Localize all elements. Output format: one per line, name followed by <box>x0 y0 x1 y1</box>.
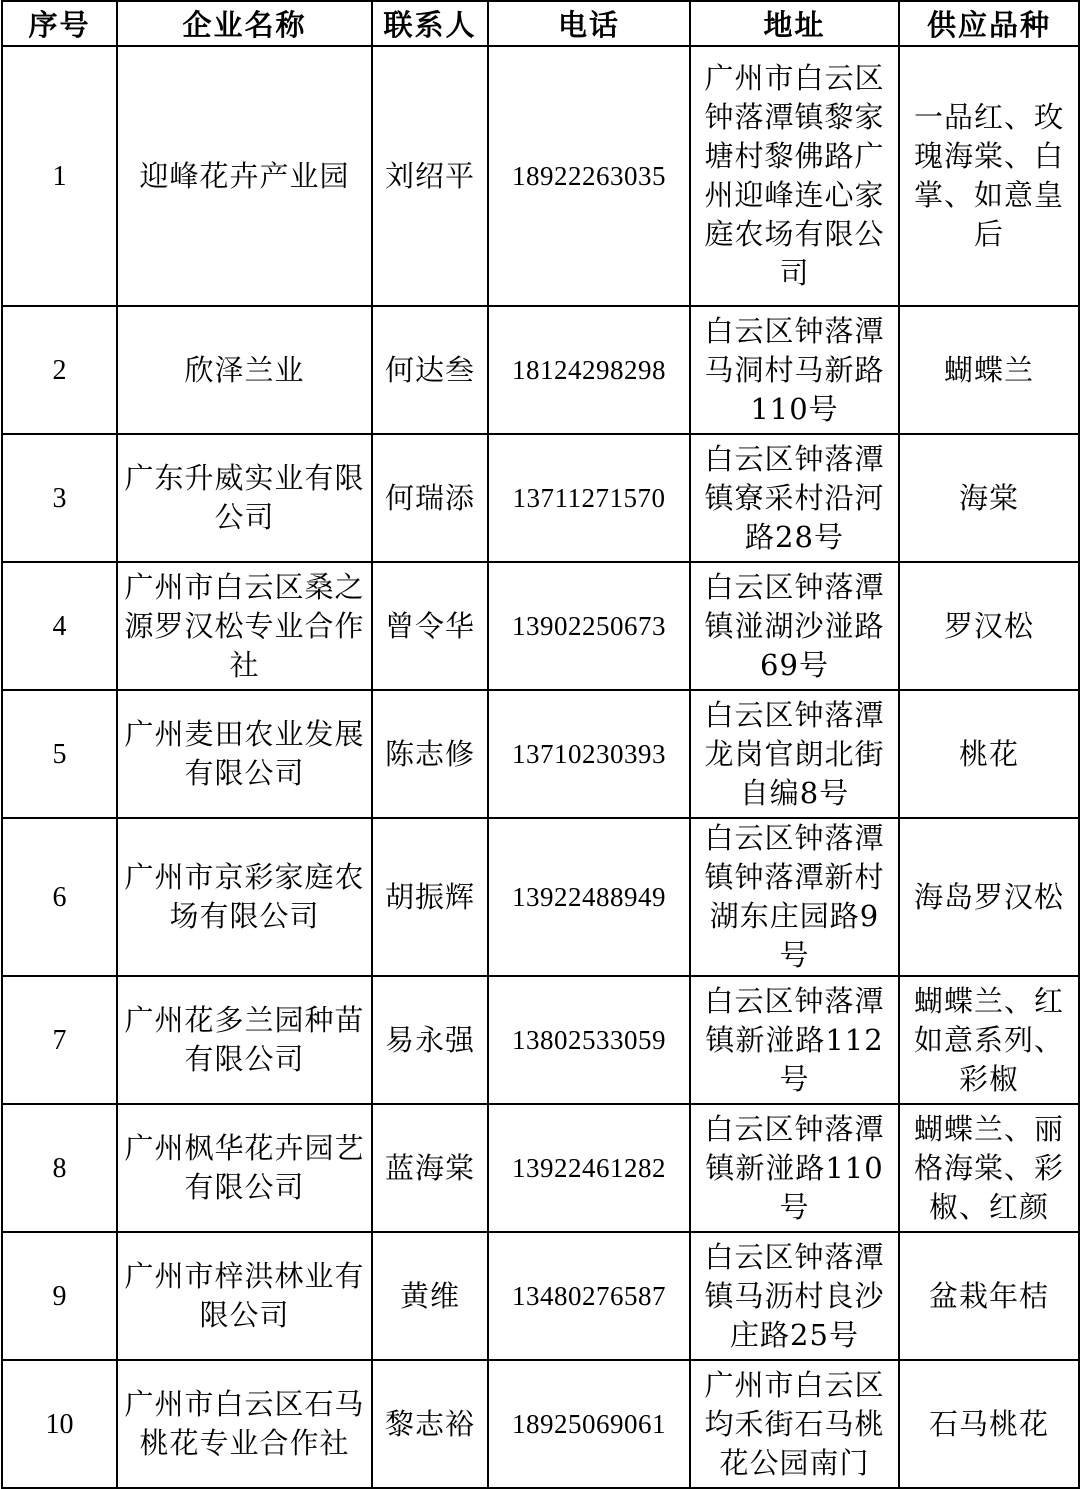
cell-phone: 18925069061 <box>488 1360 690 1488</box>
cell-no: 10 <box>2 1360 117 1488</box>
cell-address: 广州市白云区均禾街石马桃花公园南门 <box>690 1360 899 1488</box>
cell-address: 白云区钟落潭镇湴湖沙湴路69号 <box>690 562 899 690</box>
table-row <box>2 46 1079 306</box>
cell-variety: 一品红、玫瑰海棠、白掌、如意皇后 <box>899 46 1079 306</box>
cell-contact: 蓝海棠 <box>372 1104 488 1232</box>
cell-variety: 海棠 <box>899 434 1079 562</box>
cell-phone: 13922461282 <box>488 1104 690 1232</box>
table-row <box>2 976 1079 1104</box>
cell-address: 白云区钟落潭镇新湴路112号 <box>690 976 899 1104</box>
cell-company: 欣泽兰业 <box>117 306 372 434</box>
cell-company: 广州市白云区石马桃花专业合作社 <box>117 1360 372 1488</box>
cell-no: 4 <box>2 562 117 690</box>
cell-company: 广州枫华花卉园艺有限公司 <box>117 1104 372 1232</box>
cell-address: 白云区钟落潭马洞村马新路110号 <box>690 306 899 434</box>
cell-no: 3 <box>2 434 117 562</box>
cell-no: 5 <box>2 690 117 818</box>
cell-contact: 何瑞添 <box>372 434 488 562</box>
table-row <box>2 818 1079 976</box>
cell-variety: 罗汉松 <box>899 562 1079 690</box>
cell-no: 2 <box>2 306 117 434</box>
cell-contact: 刘绍平 <box>372 46 488 306</box>
table-row <box>2 434 1079 562</box>
cell-contact: 黄维 <box>372 1232 488 1360</box>
cell-variety: 石马桃花 <box>899 1360 1079 1488</box>
cell-address: 白云区钟落潭镇寮采村沿河路28号 <box>690 434 899 562</box>
table-row <box>2 562 1079 690</box>
cell-contact: 陈志修 <box>372 690 488 818</box>
cell-no: 7 <box>2 976 117 1104</box>
cell-no: 6 <box>2 818 117 976</box>
table-row <box>2 1360 1079 1488</box>
header-address: 地址 <box>690 1 899 46</box>
cell-company: 迎峰花卉产业园 <box>117 46 372 306</box>
cell-variety: 盆栽年桔 <box>899 1232 1079 1360</box>
cell-company: 广州麦田农业发展有限公司 <box>117 690 372 818</box>
cell-phone: 13710230393 <box>488 690 690 818</box>
cell-address: 白云区钟落潭龙岗官朗北街自编8号 <box>690 690 899 818</box>
table-row <box>2 1232 1079 1360</box>
cell-phone: 18922263035 <box>488 46 690 306</box>
cell-phone: 18124298298 <box>488 306 690 434</box>
cell-company: 广州市梓洪林业有限公司 <box>117 1232 372 1360</box>
cell-variety: 蝴蝶兰、红如意系列、彩椒 <box>899 976 1079 1104</box>
header-phone: 电话 <box>488 1 690 46</box>
header-no: 序号 <box>2 1 117 46</box>
cell-variety: 蝴蝶兰、丽格海棠、彩椒、红颜 <box>899 1104 1079 1232</box>
cell-address: 白云区钟落潭镇马沥村良沙庄路25号 <box>690 1232 899 1360</box>
cell-phone: 13802533059 <box>488 976 690 1104</box>
cell-company: 广东升威实业有限公司 <box>117 434 372 562</box>
cell-phone: 13922488949 <box>488 818 690 976</box>
cell-company: 广州市白云区桑之源罗汉松专业合作社 <box>117 562 372 690</box>
header-company: 企业名称 <box>117 1 372 46</box>
cell-address: 白云区钟落潭镇钟落潭新村湖东庄园路9号 <box>690 818 899 976</box>
cell-company: 广州市京彩家庭农场有限公司 <box>117 818 372 976</box>
cell-phone: 13480276587 <box>488 1232 690 1360</box>
cell-no: 8 <box>2 1104 117 1232</box>
cell-contact: 胡振辉 <box>372 818 488 976</box>
cell-company: 广州花多兰园种苗有限公司 <box>117 976 372 1104</box>
cell-contact: 曾令华 <box>372 562 488 690</box>
cell-contact: 何达叁 <box>372 306 488 434</box>
table-header-row <box>2 1 1079 46</box>
cell-contact: 黎志裕 <box>372 1360 488 1488</box>
cell-variety: 海岛罗汉松 <box>899 818 1079 976</box>
cell-no: 1 <box>2 46 117 306</box>
table-row <box>2 1104 1079 1232</box>
cell-no: 9 <box>2 1232 117 1360</box>
header-variety: 供应品种 <box>899 1 1079 46</box>
cell-phone: 13902250673 <box>488 562 690 690</box>
cell-address: 白云区钟落潭镇新湴路110号 <box>690 1104 899 1232</box>
cell-address: 广州市白云区钟落潭镇黎家塘村黎佛路广州迎峰连心家庭农场有限公司 <box>690 46 899 306</box>
cell-phone: 13711271570 <box>488 434 690 562</box>
cell-variety: 桃花 <box>899 690 1079 818</box>
cell-contact: 易永强 <box>372 976 488 1104</box>
table-row <box>2 690 1079 818</box>
header-contact: 联系人 <box>372 1 488 46</box>
cell-variety: 蝴蝶兰 <box>899 306 1079 434</box>
table-row <box>2 306 1079 434</box>
supplier-table <box>1 0 1080 1489</box>
